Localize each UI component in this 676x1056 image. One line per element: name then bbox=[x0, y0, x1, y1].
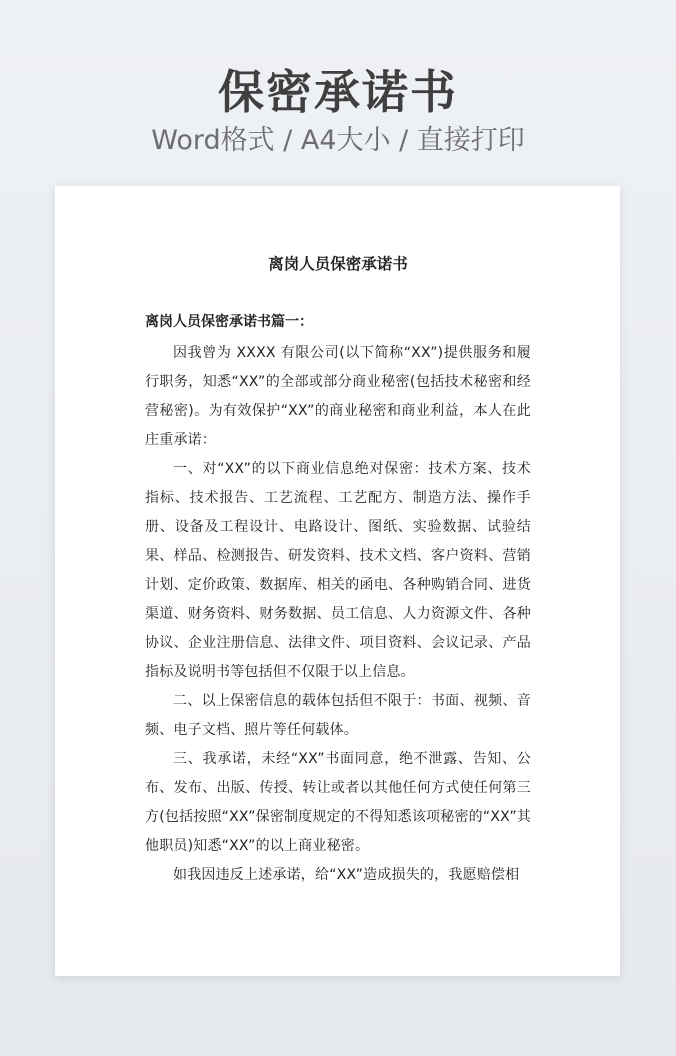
banner-subtitle: Word格式 / A4大小 / 直接打印 bbox=[151, 125, 525, 156]
paragraph-clause-1: 一、对“XX”的以下商业信息绝对保密：技术方案、技术指标、技术报告、工艺流程、工艺配方、制造方法、操作手册、设备及工程设计、电路设计、图纸、实验数据、试验结果、样品、检测报告、研发资料、技术文档、客户资料、营销计划、定价政策、数据库、相关的函电、各种购销合同、进货渠道、财务资料、财务数据、员工信息、人力资源文件、各种协议、企业注册信息、法律文件、项目资料、会议记录、产品指标及说明书等包括但不仅限于以上信息。 bbox=[145, 461, 531, 680]
document-page bbox=[55, 186, 620, 976]
document-title: 离岗人员保密承诺书 bbox=[268, 255, 408, 273]
banner-title: 保密承诺书 bbox=[218, 65, 458, 119]
paragraph-clause-2: 二、以上保密信息的载体包括但不限于：书面、视频、音频、电子文档、照片等任何载体。 bbox=[145, 693, 531, 738]
document-body bbox=[145, 252, 531, 890]
banner bbox=[0, 62, 676, 158]
section-heading: 离岗人员保密承诺书篇一： bbox=[145, 314, 313, 330]
paragraph-intro: 因我曾为 XXXX 有限公司(以下简称“XX”)提供服务和履行职务，知悉“XX”的全部或部分商业秘密(包括技术秘密和经营秘密)。为有效保护“XX”的商业秘密和商业利益，本人在此庄重承诺： bbox=[145, 345, 531, 448]
paragraph-clause-3: 三、我承诺，未经“XX”书面同意，绝不泄露、告知、公布、发布、出版、传授、转让或者以其他任何方式使任何第三方(包括按照“XX”保密制度规定的不得知悉该项秘密的“XX”其他职员)知悉“XX”的以上商业秘密。 bbox=[145, 751, 531, 854]
paragraph-liability: 如我因违反上述承诺，给“XX”造成损失的，我愿赔偿相 bbox=[173, 867, 520, 883]
